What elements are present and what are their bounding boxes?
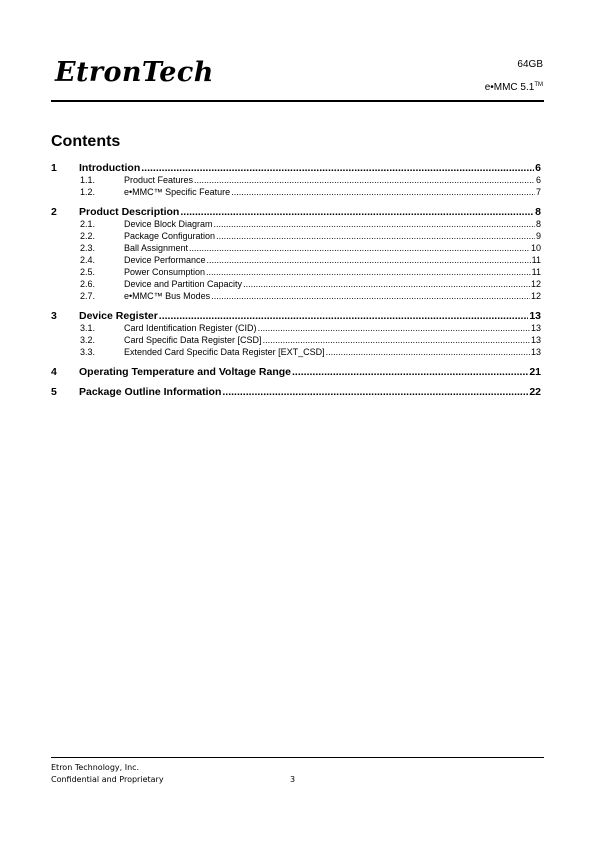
toc-entry-page: 12: [530, 279, 541, 289]
toc-subsection-entry[interactable]: [51, 266, 541, 278]
toc-dot-leader: [263, 334, 530, 346]
toc-subsection-entry[interactable]: [51, 230, 541, 242]
toc-entry-number: 1.2.: [80, 187, 96, 197]
toc-entry-title: Extended Card Specific Data Register [EXT_CSD]: [124, 347, 325, 357]
toc-entry-title: Device and Partition Capacity: [124, 279, 243, 289]
toc-dot-leader: [326, 346, 530, 358]
toc-entry-page: 8: [535, 219, 541, 229]
product-capacity: 64GB: [517, 59, 543, 70]
toc-entry-number: 3.3.: [80, 347, 96, 357]
toc-entry-page: 9: [535, 231, 541, 241]
toc-entry-number: 2.6.: [80, 279, 96, 289]
toc-entry-page: 6: [535, 175, 541, 185]
toc-subsection-entry[interactable]: [51, 174, 541, 186]
toc-entry-number: 2.4.: [80, 255, 96, 265]
toc-entry-number: 1: [51, 162, 57, 174]
toc-entry-title: Device Register: [79, 310, 158, 322]
toc-entry-title: e•MMC™ Bus Modes: [124, 291, 211, 301]
toc-entry-number: 2.3.: [80, 243, 96, 253]
contents-heading: Contents: [51, 133, 121, 150]
toc-subsection-entry[interactable]: [51, 322, 541, 334]
toc-subsection-entry[interactable]: [51, 290, 541, 302]
toc-subsection-entry[interactable]: [51, 254, 541, 266]
toc-subsection-entry[interactable]: [51, 242, 541, 254]
toc-entry-title: Device Performance: [124, 255, 206, 265]
toc-section-entry[interactable]: [51, 366, 541, 378]
footer-page-number: 3: [290, 775, 296, 784]
toc-entry-page: 10: [530, 243, 541, 253]
toc-dot-leader: [207, 254, 531, 266]
toc-entry-title: Power Consumption: [124, 267, 206, 277]
toc-entry-title: Package Configuration: [124, 231, 216, 241]
toc-entry-page: 13: [530, 323, 541, 333]
toc-dot-leader: [216, 230, 535, 242]
toc-entry-page: 13: [529, 310, 541, 322]
toc-entry-title: Product Description: [79, 206, 180, 218]
toc-entry-page: 13: [530, 347, 541, 357]
toc-dot-leader: [258, 322, 530, 334]
toc-subsection-entry[interactable]: [51, 334, 541, 346]
toc-entry-title: Product Features: [124, 175, 194, 185]
toc-entry-title: Package Outline Information: [79, 386, 222, 398]
toc-entry-number: 2.7.: [80, 291, 96, 301]
product-spec-trademark: TM: [534, 82, 543, 88]
toc-entry-title: Device Block Diagram: [124, 219, 213, 229]
toc-entry-number: 5: [51, 386, 57, 398]
toc-dot-leader: [189, 242, 530, 254]
toc-entry-page: 12: [530, 291, 541, 301]
toc-entry-page: 7: [535, 187, 541, 197]
toc-dot-leader: [159, 310, 529, 322]
toc-subsection-entry[interactable]: [51, 346, 541, 358]
toc-dot-leader: [206, 266, 531, 278]
toc-entry-number: 2: [51, 206, 57, 218]
toc-subsection-entry[interactable]: [51, 218, 541, 230]
toc-dot-leader: [194, 174, 535, 186]
footer-confidentiality: Confidential and Proprietary: [51, 775, 164, 784]
product-spec: [485, 79, 543, 94]
toc-dot-leader: [214, 218, 535, 230]
toc-entry-title: Card Identification Register (CID): [124, 323, 257, 333]
header-divider: [51, 100, 544, 102]
toc-entry-number: 4: [51, 366, 57, 378]
toc-section-entry[interactable]: [51, 386, 541, 398]
footer-text: [51, 762, 164, 786]
table-of-contents: [51, 162, 541, 398]
toc-section-entry[interactable]: [51, 206, 541, 218]
toc-subsection-entry[interactable]: [51, 278, 541, 290]
toc-section-entry[interactable]: [51, 310, 541, 322]
toc-dot-leader: [243, 278, 530, 290]
toc-entry-number: 1.1.: [80, 175, 96, 185]
product-spec-base: e•MMC 5.1: [484, 82, 535, 93]
toc-entry-page: 21: [529, 366, 541, 378]
toc-entry-title: Introduction: [79, 162, 141, 174]
toc-subsection-entry[interactable]: [51, 186, 541, 198]
toc-dot-leader: [222, 386, 528, 398]
toc-entry-title: e•MMC™ Specific Feature: [124, 187, 231, 197]
toc-entry-number: 3.2.: [80, 335, 96, 345]
toc-section-entry[interactable]: [51, 162, 541, 174]
toc-entry-page: 22: [529, 386, 541, 398]
footer-divider: [51, 757, 544, 758]
toc-entry-number: 3.1.: [80, 323, 96, 333]
toc-dot-leader: [211, 290, 530, 302]
toc-entry-title: Ball Assignment: [124, 243, 189, 253]
toc-entry-number: 2.2.: [80, 231, 96, 241]
company-logo: EtronTech: [55, 57, 214, 88]
toc-entry-page: 11: [531, 267, 541, 277]
toc-entry-number: 2.1.: [80, 219, 96, 229]
toc-entry-page: 13: [530, 335, 541, 345]
toc-dot-leader: [292, 366, 528, 378]
toc-entry-title: Card Specific Data Register [CSD]: [124, 335, 262, 345]
toc-entry-page: 11: [531, 255, 541, 265]
toc-entry-number: 3: [51, 310, 57, 322]
toc-entry-page: 6: [535, 162, 541, 174]
toc-dot-leader: [231, 186, 535, 198]
toc-entry-page: 8: [535, 206, 541, 218]
toc-dot-leader: [180, 206, 534, 218]
toc-entry-number: 2.5.: [80, 267, 96, 277]
header-product-info: [485, 59, 543, 94]
toc-entry-title: Operating Temperature and Voltage Range: [79, 366, 291, 378]
toc-dot-leader: [141, 162, 534, 174]
footer-company: Etron Technology, Inc.: [51, 763, 140, 772]
